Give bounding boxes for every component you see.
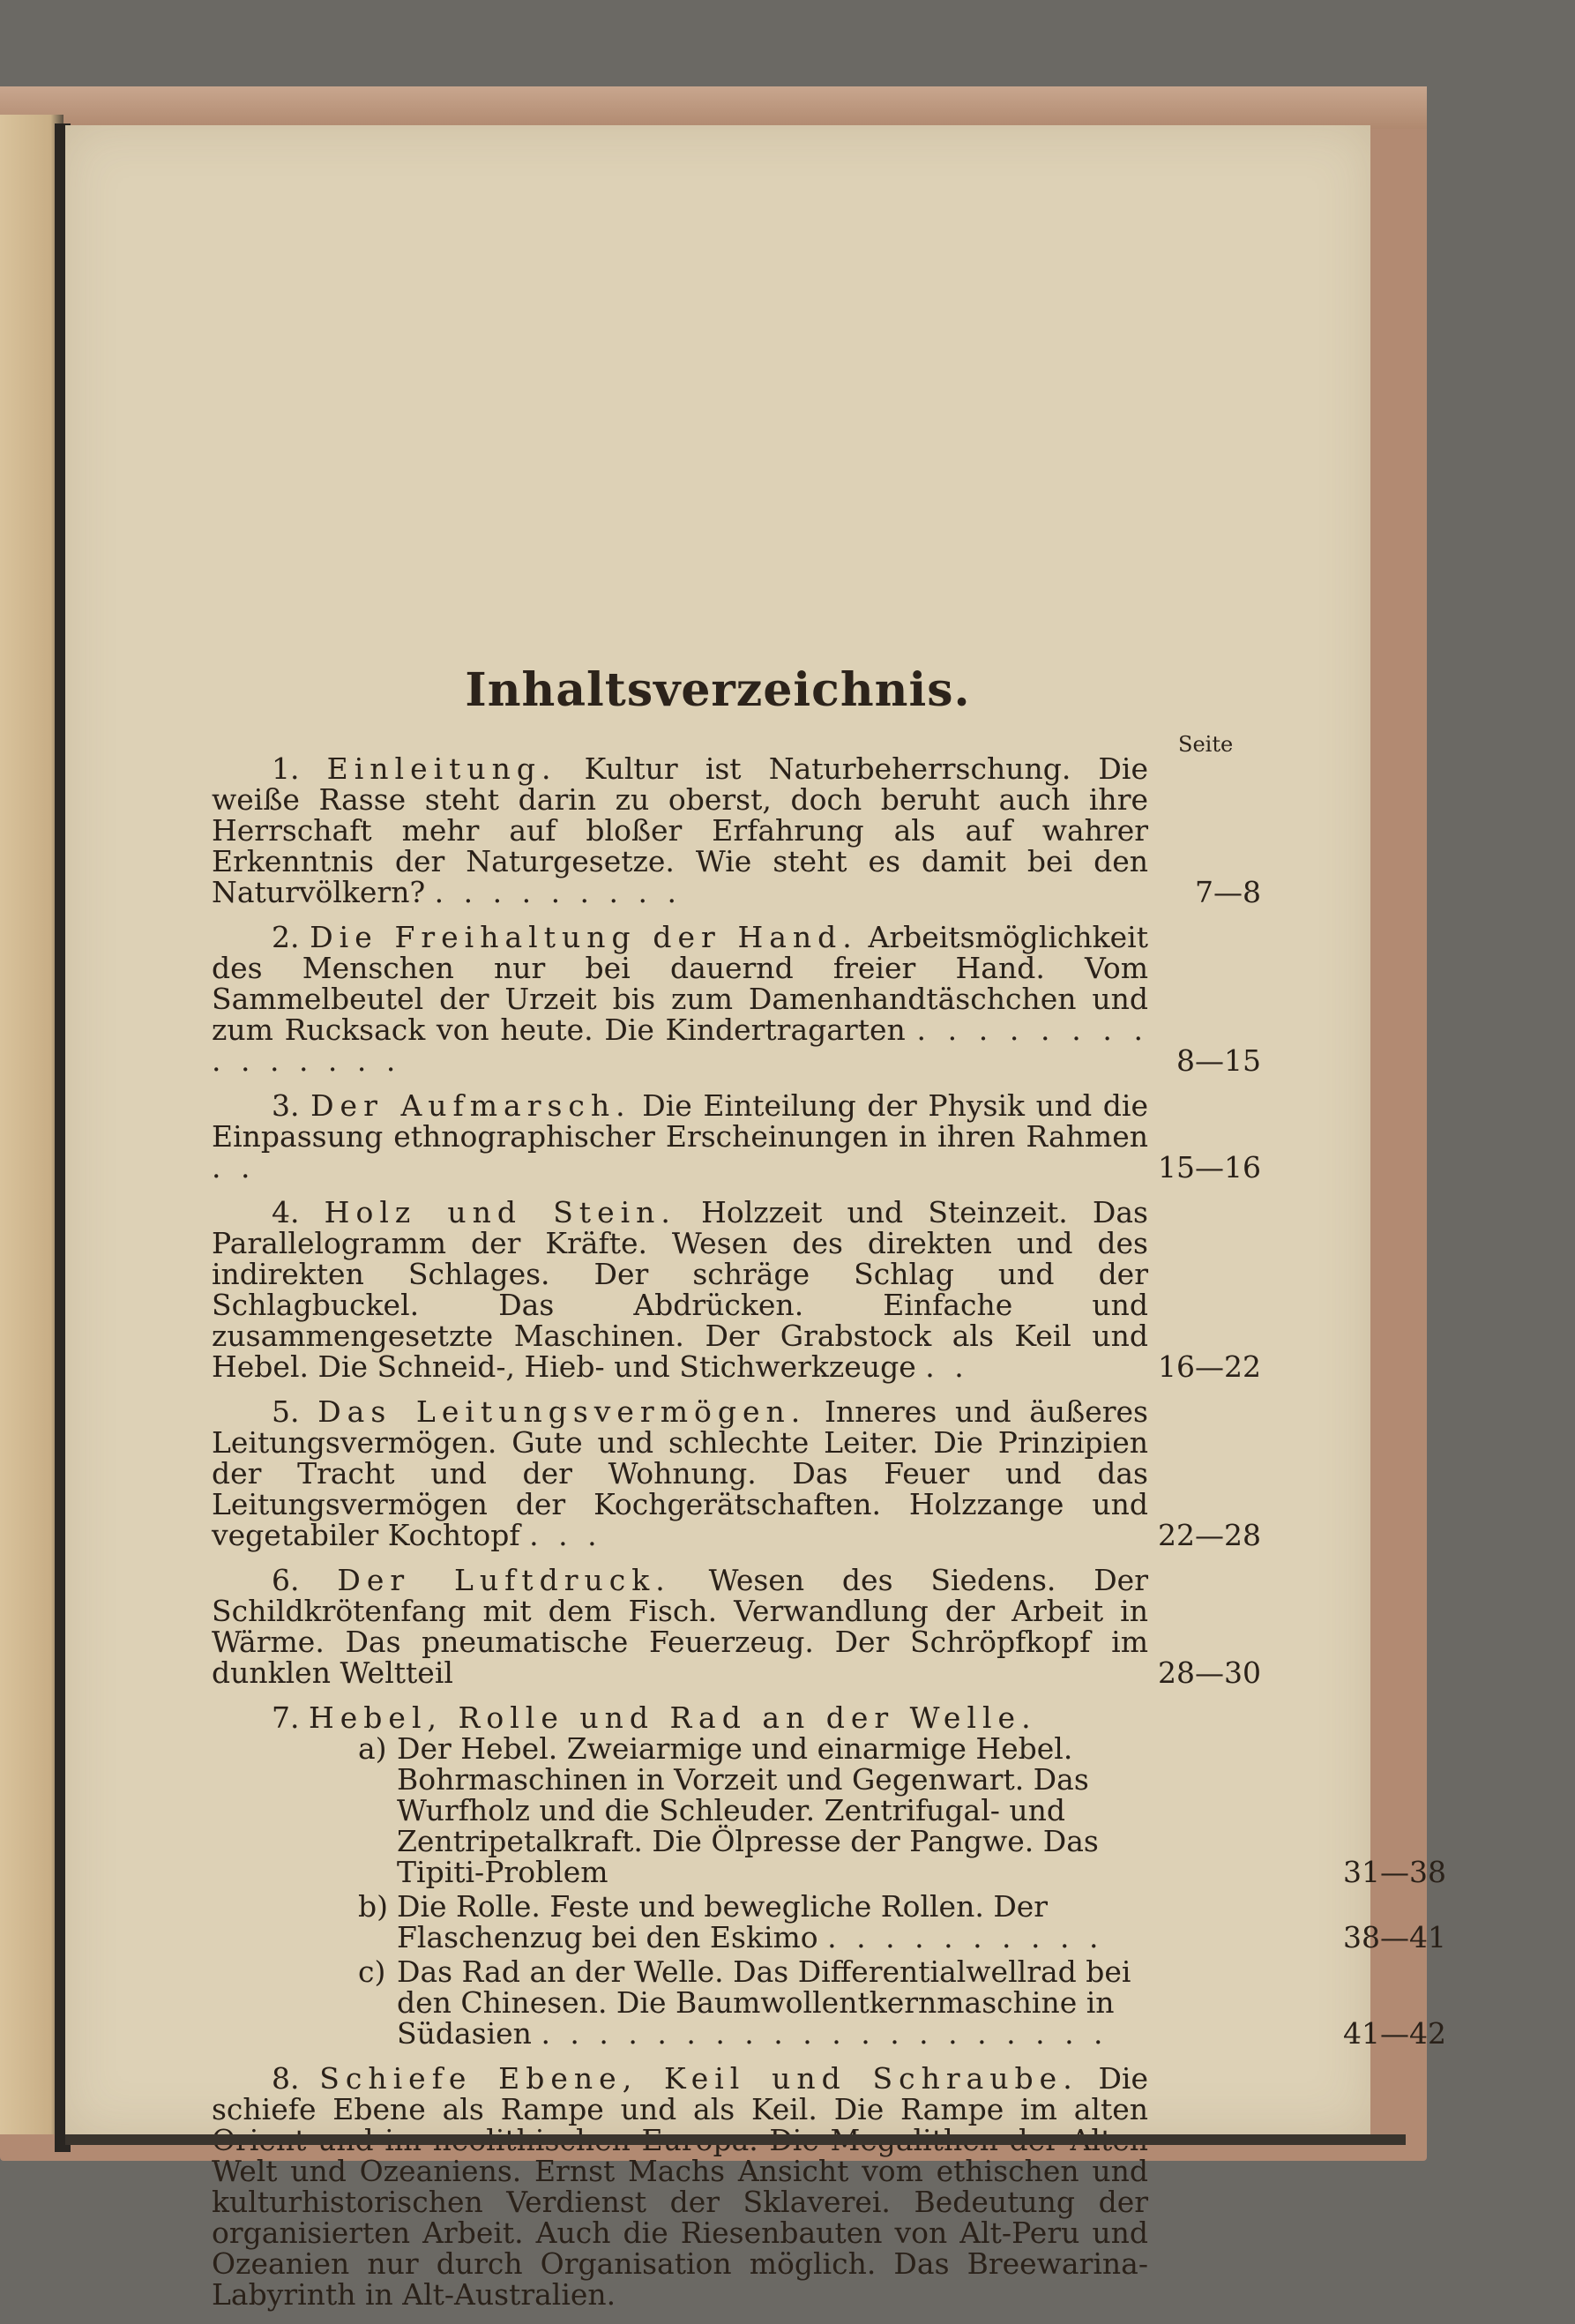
entry-text: Die schiefe Ebene als Rampe und als Keil. Die Rampe im alten Welt und Ozeaniens. Ernst Machs Ansicht vom ethischen und kulturhistorischen Verdienst der Sklaverei. Bedeutung der organisierten Arbeit. Auch die Riesenbauten von Alt-Peru und Ozeanien nur durch Organisation möglich. Das Breewarina-Labyrinth in Alt-Australien.	[212, 2061, 1148, 2312]
entry-number: 5.	[272, 1394, 300, 1429]
page-title: Inhaltsverzeichnis.	[465, 663, 971, 717]
entry-number: 3.	[272, 1088, 300, 1123]
entry-text: Arbeitsmöglichkeit des Menschen nur bei dauernd freier Hand. Vom Sammelbeutel der Urzeit bis zum Damenhandtäschchen und zum Rucksack von heute. Die Kindertragarten	[212, 920, 1148, 1047]
toc-entry	[212, 1197, 1261, 1382]
toc-entry	[212, 1565, 1261, 1688]
page-bottom-edge	[65, 2134, 1406, 2145]
leader-dots: . . . . . . . . . . . . . . . . . . . .	[541, 2016, 1108, 2051]
entry-heading: Einleitung.	[326, 751, 557, 786]
entry-pages: 22—28	[1158, 1518, 1261, 1552]
entry-number: 1.	[272, 751, 300, 786]
entry-number: 7.	[272, 1700, 300, 1735]
entry-number: 8.	[272, 2061, 300, 2096]
entry-pages: 28—30	[1158, 1655, 1261, 1690]
entry-number: 2.	[272, 920, 300, 954]
toc-subentry	[212, 1889, 1446, 1954]
entry-number: 4.	[272, 1195, 300, 1229]
subentry-label: c)	[358, 1954, 386, 1989]
entry-heading: Holz und Stein.	[324, 1195, 676, 1229]
leader-dots: . . . . . . . . . .	[827, 1920, 1104, 1954]
subentry-text: Der Hebel. Zweiarmige und einarmige Hebel. Bohrmaschinen in Vorzeit und Gegenwart. Das Wurfholz und die Schleuder. Zentrifugal- und Zentripetalkraft. Die Ölpresse der Pangwe. Das Tipiti-Problem	[397, 1731, 1099, 1889]
entry-heading: Schiefe Ebene, Keil und Schraube.	[319, 2061, 1079, 2096]
entry-pages: 31—38	[1343, 1855, 1446, 1889]
subentry-text: Das Rad an der Welle. Das Differentialwellrad bei den Chinesen. Die Baumwollentkernmaschine in Südasien	[397, 1954, 1131, 2051]
entry-pages: 38—41	[1343, 1920, 1446, 1954]
entry-heading: Hebel, Rolle und Rad an der Welle.	[309, 1700, 1037, 1735]
toc-entry	[212, 922, 1261, 1076]
entry-text: Kultur ist Naturbeherrschung. Die weiße Rasse steht darin zu oberst, doch beruht auch ihre Herrschaft mehr auf bloßer Erfahrung als auf wahrer Erkenntnis der Naturgesetze. Wie steht es damit bei den Naturvölkern?	[212, 751, 1148, 909]
book-page	[65, 125, 1446, 2312]
entry-heading: Der Luftdruck.	[337, 1563, 671, 1597]
entry-heading: Die Freihaltung der Hand.	[310, 920, 858, 954]
toc-entry	[212, 1090, 1261, 1183]
entry-pages: 7—8	[1195, 875, 1261, 909]
entry-pages: 41—42	[1343, 2016, 1446, 2051]
entry-pages: 16—22	[1158, 1349, 1261, 1384]
leader-dots: . .	[925, 1349, 969, 1384]
entry-text: Holzzeit und Steinzeit. Das Parallelogramm der Kräfte. Wesen des direkten und des indirekten Schlages. Der schräge Schlag und der Schlagbuckel. Das Abdrücken. Einfache und zusammengesetzte Maschinen. Der Grabstock als Keil und Hebel. Die Schneid-, Hieb- und Stichwerkzeuge	[212, 1195, 1148, 1384]
entry-heading: Der Aufmarsch.	[310, 1088, 631, 1123]
leader-dots: . . . . . . . . .	[434, 875, 682, 909]
toc-entry	[212, 1396, 1261, 1551]
entry-text: Die Einteilung der Physik und die Einpassung ethnographischer Erscheinungen in ihren Rahmen	[212, 1088, 1149, 1154]
leader-dots: . . . . . . . . . . . . . . .	[212, 1013, 1148, 1078]
leader-dots: . . .	[529, 1518, 602, 1552]
toc-entry	[212, 753, 1261, 908]
entry-pages: 8—15	[1176, 1043, 1261, 1078]
subentry-label: b)	[358, 1889, 388, 1924]
entry-pages: 15—16	[1158, 1150, 1261, 1184]
toc-entry	[212, 1700, 1446, 2051]
toc-entry	[212, 2063, 1261, 2310]
toc-subentry	[212, 1954, 1446, 2051]
subentry-text: Die Rolle. Feste und bewegliche Rollen. Der Flaschenzug bei den Eskimo	[397, 1889, 1049, 1954]
entry-text: Wesen des Siedens. Der Schildkrötenfang mit dem Fisch. Verwandlung der Arbeit in Wärme. Das pneumatische Feuerzeug. Der Schröpfkopf im dunklen Weltteil	[212, 1563, 1148, 1690]
subentry-label: a)	[358, 1731, 387, 1766]
entry-text: Inneres und äußeres Leitungsvermögen. Gute und schlechte Leiter. Die Prinzipien der Tracht und der Wohnung. Das Feuer und das Leitungsvermögen der Kochgerätschaften. Holzzange und vegetabiler Kochtopf	[212, 1394, 1148, 1552]
entry-heading: Das Leitungsvermögen.	[317, 1394, 807, 1429]
toc-subentry	[212, 1731, 1446, 1889]
leader-dots: . .	[212, 1150, 256, 1184]
page-column-label: Seite	[1178, 732, 1234, 757]
toc-list	[212, 751, 1446, 2324]
entry-number: 6.	[272, 1563, 300, 1597]
book-cover-edge	[0, 86, 1427, 129]
